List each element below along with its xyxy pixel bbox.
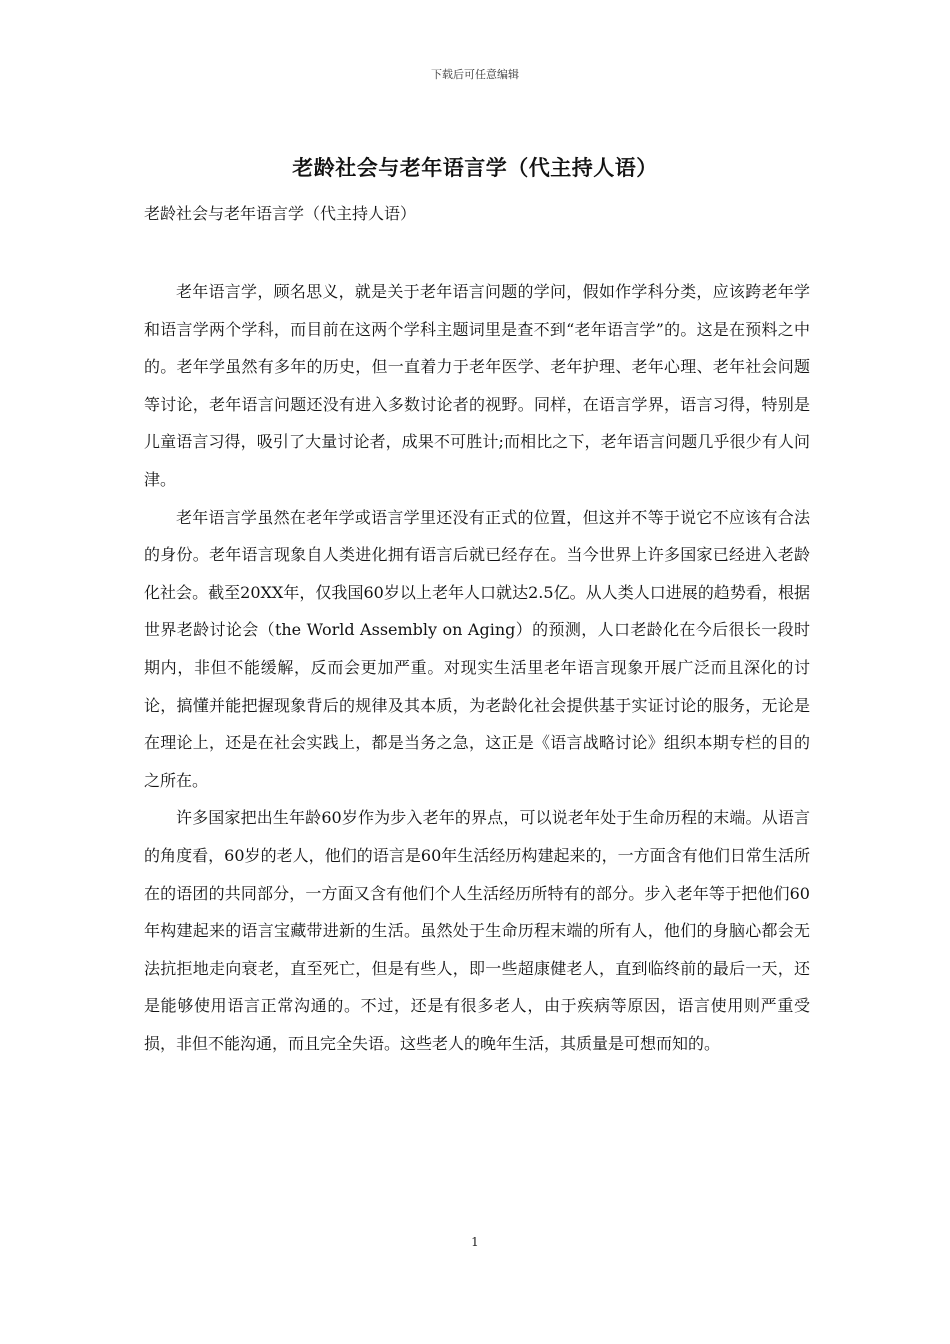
document-title: 老龄社会与老年语言学（代主持人语）: [292, 155, 658, 180]
page-number: 1: [471, 1235, 479, 1249]
paragraph-2: 老年语言学虽然在老年学或语言学里还没有正式的位置，但这并不等于说它不应该有合法的身份。老年语言现象自人类进化拥有语言后就已经存在。当今世界上许多国家已经进入老龄化社会。截至20XX年，仅我国60岁以上老年人口就达2.5亿。从人类人口进展的趋势看，根据世界老龄讨论会（the World Assembly on Aging）的预测，人口老龄化在今后很长一段时期内，非但不能缓解，反而会更加严重。对现实生活里老年语言现象开展广泛而且深化的讨论，搞懂并能把握现象背后的规律及其本质，为老龄化社会提供基于实证讨论的服务，无论是在理论上，还是在社会实践上，都是当务之急，这正是《语言战略讨论》组织本期专栏的目的之所在。: [144, 507, 810, 790]
paragraph-3: 许多国家把出生年龄60岁作为步入老年的界点，可以说老年处于生命历程的末端。从语言的角度看，60岁的老人，他们的语言是60年生活经历构建起来的，一方面含有他们日常生活所在的语团的共同部分，一方面又含有他们个人生活经历所特有的部分。步入老年等于把他们60年构建起来的语言宝藏带进新的生活。虽然处于生命历程末端的所有人，他们的身脑心都会无法抗拒地走向衰老，直至死亡，但是有些人，即一些超康健老人，直到临终前的最后一天，还是能够使用语言正常沟通的。不过，还是有很多老人，由于疾病等原因，语言使用则严重受损，非但不能沟通，而且完全失语。这些老人的晚年生活，其质量是可想而知的。: [144, 808, 810, 1053]
document-body: [144, 273, 810, 1062]
document-subtitle: 老龄社会与老年语言学（代主持人语）: [144, 204, 417, 223]
paragraph-1: 老年语言学，顾名思义，就是关于老年语言问题的学问，假如作学科分类，应该跨老年学和语言学两个学科，而目前在这两个学科主题词里是查不到“老年语言学”的。这是在预料之中的。老年学虽然有多年的历史，但一直着力于老年医学、老年护理、老年心理、老年社会问题等讨论，老年语言问题还没有进入多数讨论者的视野。同样，在语言学界，语言习得，特别是儿童语言习得，吸引了大量讨论者，成果不可胜计;而相比之下，老年语言问题几乎很少有人问津。: [144, 282, 810, 489]
header-note: 下载后可任意编辑: [431, 68, 519, 81]
